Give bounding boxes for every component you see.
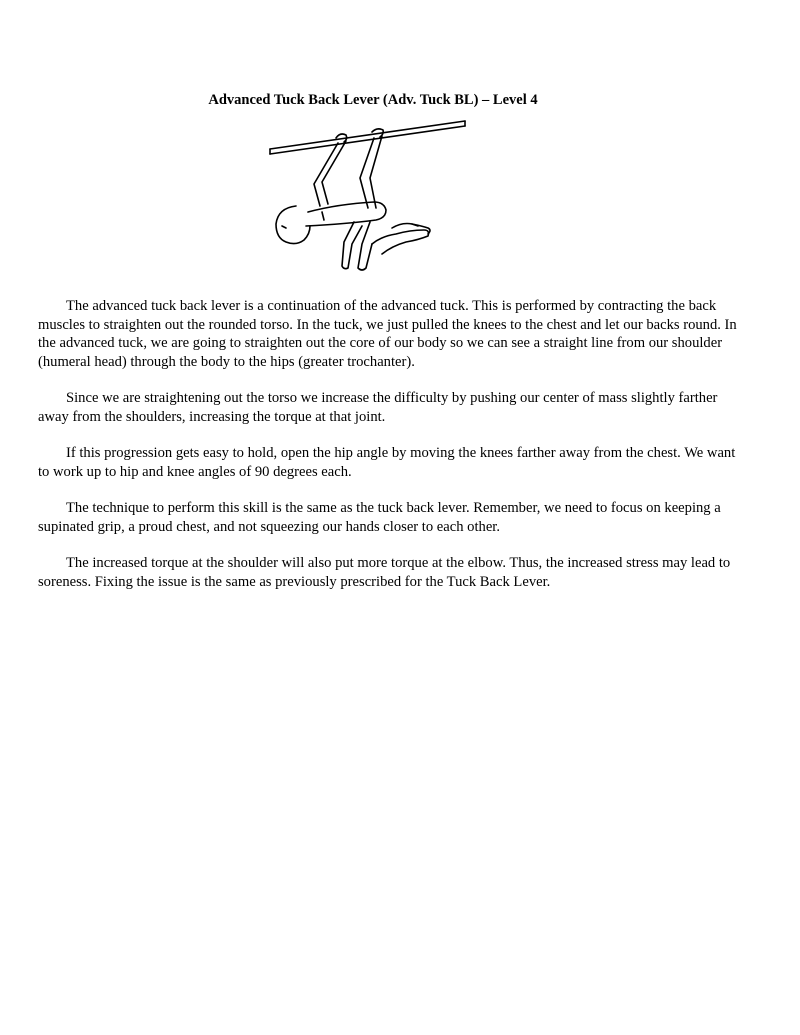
paragraph-1: The advanced tuck back lever is a continuation of the advanced tuck. This is performed by contracting the back muscles to straighten out the rounded torso. In the tuck, we just pulled the knees to the chest and let our backs round. In the advanced tuck, we are going to straighten out the core of our body so we can see a straight line from our shoulder (humeral head) through the body to the hips (greater trochanter). (38, 298, 737, 370)
back-lever-illustration (262, 116, 472, 276)
paragraph-2: Since we are straightening out the torso we increase the difficulty by pushing our center of mass slightly farther away from the shoulders, increasing the torque at that joint. (38, 390, 718, 425)
page-title: Advanced Tuck Back Lever (Adv. Tuck BL) – Level 4 (208, 92, 538, 108)
pull-up-bar-icon (270, 121, 465, 154)
paragraph-4: The technique to perform this skill is the same as the tuck back lever. Remember, we need to focus on keeping a supinated grip, a proud chest, and not squeezing our hands closer to each other. (38, 500, 721, 535)
body-text (38, 297, 750, 609)
paragraph-5: The increased torque at the shoulder will also put more torque at the elbow. Thus, the increased stress may lead to soreness. Fixing the issue is the same as previously prescribed for the Tuck Back Lever. (38, 555, 731, 590)
paragraph-3: If this progression gets easy to hold, open the hip angle by moving the knees farther away from the chest. We want to work up to hip and knee angles of 90 degrees each. (38, 445, 736, 480)
